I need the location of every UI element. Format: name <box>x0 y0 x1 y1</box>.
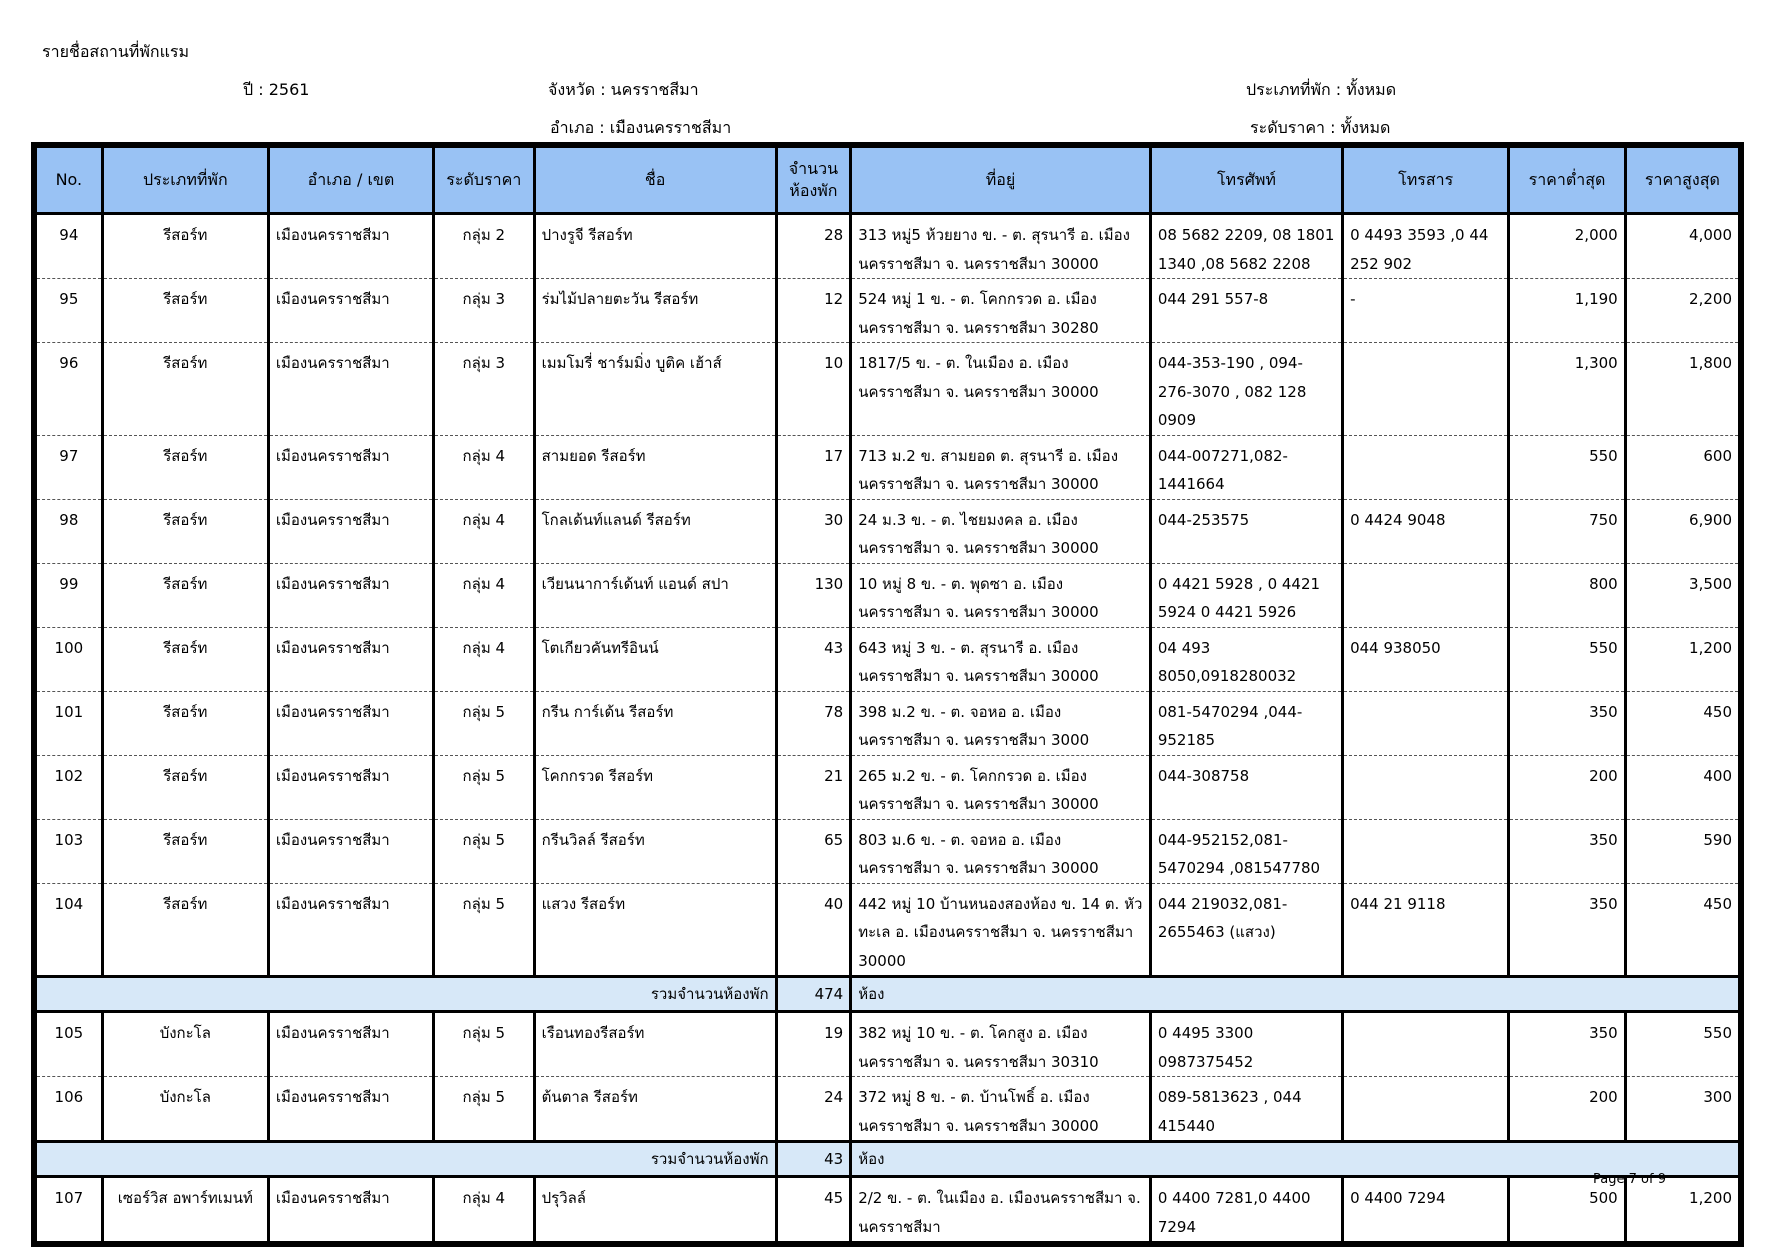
filter-district: อำเภอ : เมืองนครราชสีมา <box>550 118 732 137</box>
cell-phone: 044-007271,082-1441664 <box>1150 435 1342 499</box>
cell-price-level: กลุ่ม 4 <box>433 627 534 691</box>
cell-fax: - <box>1343 279 1509 343</box>
cell-rooms: 21 <box>776 755 851 819</box>
cell-fax <box>1343 1077 1509 1142</box>
cell-min-price: 350 <box>1509 691 1625 755</box>
cell-fax <box>1343 691 1509 755</box>
col-header-district: อำเภอ / เขต <box>268 147 433 214</box>
cell-name: โกลเด้นท์แลนด์ รีสอร์ท <box>534 499 776 563</box>
subtotal-row <box>36 1142 1740 1177</box>
cell-phone: 044 219032,081-2655463 (แสวง) <box>1150 883 1342 977</box>
cell-type: รีสอร์ท <box>102 279 268 343</box>
cell-district: เมืองนครราชสีมา <box>268 755 433 819</box>
cell-min-price: 800 <box>1509 563 1625 627</box>
cell-fax <box>1343 343 1509 436</box>
table-row <box>36 279 1740 343</box>
cell-name: ปรุวิลล์ <box>534 1177 776 1243</box>
cell-max-price: 4,000 <box>1625 214 1739 279</box>
cell-max-price: 450 <box>1625 883 1739 977</box>
cell-district: เมืองนครราชสีมา <box>268 279 433 343</box>
cell-no: 104 <box>36 883 103 977</box>
cell-rooms: 45 <box>776 1177 851 1243</box>
cell-address: 24 ม.3 ข. - ต. ไชยมงคล อ. เมืองนครราชสีมา จ. นครราชสีมา 30000 <box>851 499 1151 563</box>
cell-address: 10 หมู่ 8 ข. - ต. พุดซา อ. เมืองนครราชสีมา จ. นครราชสีมา 30000 <box>851 563 1151 627</box>
cell-rooms: 40 <box>776 883 851 977</box>
cell-max-price: 1,800 <box>1625 343 1739 436</box>
cell-fax: 044 938050 <box>1343 627 1509 691</box>
cell-address: 803 ม.6 ข. - ต. จอหอ อ. เมืองนครราชสีมา จ. นครราชสีมา 30000 <box>851 819 1151 883</box>
cell-rooms: 19 <box>776 1012 851 1077</box>
cell-min-price: 1,300 <box>1509 343 1625 436</box>
subtotal-label: รวมจำนวนห้องพัก <box>36 1142 777 1177</box>
cell-phone: 044-353-190 , 094-276-3070 , 082 128 0909 <box>1150 343 1342 436</box>
cell-district: เมืองนครราชสีมา <box>268 627 433 691</box>
table-row <box>36 627 1740 691</box>
cell-type: รีสอร์ท <box>102 691 268 755</box>
cell-min-price: 200 <box>1509 1077 1625 1142</box>
cell-type: รีสอร์ท <box>102 214 268 279</box>
cell-price-level: กลุ่ม 4 <box>433 1177 534 1243</box>
cell-no: 101 <box>36 691 103 755</box>
table-row <box>36 214 1740 279</box>
cell-fax <box>1343 435 1509 499</box>
cell-address: 713 ม.2 ข. สามยอด ต. สุรนารี อ. เมืองนครราชสีมา จ. นครราชสีมา 30000 <box>851 435 1151 499</box>
cell-price-level: กลุ่ม 5 <box>433 755 534 819</box>
cell-no: 95 <box>36 279 103 343</box>
cell-district: เมืองนครราชสีมา <box>268 819 433 883</box>
cell-district: เมืองนครราชสีมา <box>268 1077 433 1142</box>
cell-rooms: 78 <box>776 691 851 755</box>
cell-fax <box>1343 819 1509 883</box>
cell-max-price: 300 <box>1625 1077 1739 1142</box>
cell-district: เมืองนครราชสีมา <box>268 499 433 563</box>
filter-province: จังหวัด : นครราชสีมา <box>548 80 699 99</box>
table-row <box>36 691 1740 755</box>
subtotal-label: รวมจำนวนห้องพัก <box>36 977 777 1012</box>
cell-price-level: กลุ่ม 5 <box>433 819 534 883</box>
cell-no: 97 <box>36 435 103 499</box>
cell-name: ร่มไม้ปลายตะวัน รีสอร์ท <box>534 279 776 343</box>
subtotal-unit: ห้อง <box>851 1142 1740 1177</box>
cell-address: 524 หมู่ 1 ข. - ต. โคกกรวด อ. เมืองนครราชสีมา จ. นครราชสีมา 30280 <box>851 279 1151 343</box>
cell-fax: 0 4424 9048 <box>1343 499 1509 563</box>
cell-name: โคกกรวด รีสอร์ท <box>534 755 776 819</box>
cell-district: เมืองนครราชสีมา <box>268 883 433 977</box>
cell-name: ปางรูจี รีสอร์ท <box>534 214 776 279</box>
cell-min-price: 350 <box>1509 1012 1625 1077</box>
col-header-rooms: จำนวน ห้องพัก <box>776 147 851 214</box>
cell-price-level: กลุ่ม 3 <box>433 343 534 436</box>
cell-rooms: 28 <box>776 214 851 279</box>
cell-max-price: 2,200 <box>1625 279 1739 343</box>
cell-address: 2/2 ข. - ต. ในเมือง อ. เมืองนครราชสีมา จ. นครราชสีมา <box>851 1177 1151 1243</box>
cell-max-price: 1,200 <box>1625 627 1739 691</box>
cell-no: 98 <box>36 499 103 563</box>
cell-phone: 08 5682 2209, 08 1801 1340 ,08 5682 2208 <box>1150 214 1342 279</box>
table-row <box>36 1177 1740 1243</box>
cell-phone: 04 493 8050,0918280032 <box>1150 627 1342 691</box>
table-row <box>36 563 1740 627</box>
table-row <box>36 755 1740 819</box>
cell-name: ต้นตาล รีสอร์ท <box>534 1077 776 1142</box>
cell-name: กรีน การ์เด้น รีสอร์ท <box>534 691 776 755</box>
cell-district: เมืองนครราชสีมา <box>268 691 433 755</box>
cell-rooms: 30 <box>776 499 851 563</box>
cell-type: รีสอร์ท <box>102 883 268 977</box>
cell-max-price: 450 <box>1625 691 1739 755</box>
cell-address: 265 ม.2 ข. - ต. โคกกรวด อ. เมืองนครราชสีมา จ. นครราชสีมา 30000 <box>851 755 1151 819</box>
table-row <box>36 883 1740 977</box>
filter-price-level: ระดับราคา : ทั้งหมด <box>1250 118 1391 137</box>
subtotal-row <box>36 977 1740 1012</box>
cell-min-price: 550 <box>1509 627 1625 691</box>
cell-type: บังกะโล <box>102 1077 268 1142</box>
cell-price-level: กลุ่ม 5 <box>433 1077 534 1142</box>
cell-district: เมืองนครราชสีมา <box>268 1177 433 1243</box>
col-header-address: ที่อยู่ <box>851 147 1151 214</box>
cell-phone: 0 4495 3300 0987375452 <box>1150 1012 1342 1077</box>
cell-address: 398 ม.2 ข. - ต. จอหอ อ. เมืองนครราชสีมา จ. นครราชสีมา 3000 <box>851 691 1151 755</box>
cell-fax <box>1343 563 1509 627</box>
cell-price-level: กลุ่ม 4 <box>433 435 534 499</box>
cell-fax: 0 4493 3593 ,0 44 252 902 <box>1343 214 1509 279</box>
cell-no: 94 <box>36 214 103 279</box>
table-row <box>36 343 1740 436</box>
cell-phone: 089-5813623 , 044 415440 <box>1150 1077 1342 1142</box>
cell-min-price: 350 <box>1509 883 1625 977</box>
cell-min-price: 750 <box>1509 499 1625 563</box>
cell-no: 102 <box>36 755 103 819</box>
cell-address: 372 หมู่ 8 ข. - ต. บ้านโพธิ์ อ. เมืองนครราชสีมา จ. นครราชสีมา 30000 <box>851 1077 1151 1142</box>
cell-min-price: 500 <box>1509 1177 1625 1243</box>
cell-address: 442 หมู่ 10 บ้านหนองสองห้อง ข. 14 ต. หัวทะเล อ. เมืองนครราชสีมา จ. นครราชสีมา 30000 <box>851 883 1151 977</box>
cell-no: 99 <box>36 563 103 627</box>
cell-name: แสวง รีสอร์ท <box>534 883 776 977</box>
cell-price-level: กลุ่ม 4 <box>433 499 534 563</box>
cell-type: รีสอร์ท <box>102 343 268 436</box>
col-header-fax: โทรสาร <box>1343 147 1509 214</box>
cell-price-level: กลุ่ม 5 <box>433 691 534 755</box>
cell-fax: 0 4400 7294 <box>1343 1177 1509 1243</box>
report-title: รายชื่อสถานที่พักแรม <box>42 42 190 61</box>
subtotal-rooms: 474 <box>776 977 851 1012</box>
cell-no: 96 <box>36 343 103 436</box>
cell-name: เรือนทองรีสอร์ท <box>534 1012 776 1077</box>
cell-no: 106 <box>36 1077 103 1142</box>
cell-price-level: กลุ่ม 5 <box>433 1012 534 1077</box>
cell-phone: 044-253575 <box>1150 499 1342 563</box>
cell-rooms: 43 <box>776 627 851 691</box>
table-row <box>36 1077 1740 1142</box>
cell-no: 100 <box>36 627 103 691</box>
cell-name: โตเกียวคันทรีอินน์ <box>534 627 776 691</box>
filter-year: ปี : 2561 <box>243 80 310 99</box>
col-header-no: No. <box>36 147 103 214</box>
cell-max-price: 6,900 <box>1625 499 1739 563</box>
page-number: Page 7 of 9 <box>1593 1172 1666 1187</box>
table-header-row <box>36 147 1740 214</box>
cell-fax: 044 21 9118 <box>1343 883 1509 977</box>
cell-type: รีสอร์ท <box>102 499 268 563</box>
cell-name: เวียนนาการ์เด้นท์ แอนด์ สปา <box>534 563 776 627</box>
subtotal-unit: ห้อง <box>851 977 1740 1012</box>
cell-max-price: 590 <box>1625 819 1739 883</box>
table-row <box>36 819 1740 883</box>
cell-max-price: 600 <box>1625 435 1739 499</box>
cell-district: เมืองนครราชสีมา <box>268 343 433 436</box>
cell-max-price: 400 <box>1625 755 1739 819</box>
cell-max-price: 3,500 <box>1625 563 1739 627</box>
accommodation-table <box>31 142 1744 1247</box>
table-row <box>36 499 1740 563</box>
cell-address: 643 หมู่ 3 ข. - ต. สุรนารี อ. เมืองนครราชสีมา จ. นครราชสีมา 30000 <box>851 627 1151 691</box>
cell-min-price: 2,000 <box>1509 214 1625 279</box>
cell-name: กรีนวิลล์ รีสอร์ท <box>534 819 776 883</box>
col-header-phone: โทรศัพท์ <box>1150 147 1342 214</box>
cell-type: รีสอร์ท <box>102 563 268 627</box>
cell-fax <box>1343 755 1509 819</box>
cell-district: เมืองนครราชสีมา <box>268 214 433 279</box>
cell-rooms: 24 <box>776 1077 851 1142</box>
cell-type: รีสอร์ท <box>102 627 268 691</box>
col-header-name: ชื่อ <box>534 147 776 214</box>
cell-phone: 044-952152,081-5470294 ,081547780 <box>1150 819 1342 883</box>
cell-fax <box>1343 1012 1509 1077</box>
cell-min-price: 1,190 <box>1509 279 1625 343</box>
cell-min-price: 350 <box>1509 819 1625 883</box>
cell-type: รีสอร์ท <box>102 755 268 819</box>
cell-address: 1817/5 ข. - ต. ในเมือง อ. เมืองนครราชสีมา จ. นครราชสีมา 30000 <box>851 343 1151 436</box>
cell-no: 107 <box>36 1177 103 1243</box>
col-header-max-price: ราคาสูงสุด <box>1625 147 1739 214</box>
cell-price-level: กลุ่ม 3 <box>433 279 534 343</box>
cell-rooms: 12 <box>776 279 851 343</box>
cell-district: เมืองนครราชสีมา <box>268 1012 433 1077</box>
subtotal-rooms: 43 <box>776 1142 851 1177</box>
cell-no: 103 <box>36 819 103 883</box>
cell-rooms: 10 <box>776 343 851 436</box>
filter-accommodation-type: ประเภทที่พัก : ทั้งหมด <box>1246 80 1397 99</box>
cell-phone: 0 4400 7281,0 4400 7294 <box>1150 1177 1342 1243</box>
cell-name: สามยอด รีสอร์ท <box>534 435 776 499</box>
cell-type: รีสอร์ท <box>102 435 268 499</box>
cell-rooms: 17 <box>776 435 851 499</box>
cell-min-price: 550 <box>1509 435 1625 499</box>
cell-phone: 081-5470294 ,044-952185 <box>1150 691 1342 755</box>
col-header-price-level: ระดับราคา <box>433 147 534 214</box>
cell-type: บังกะโล <box>102 1012 268 1077</box>
col-header-type: ประเภทที่พัก <box>102 147 268 214</box>
cell-min-price: 200 <box>1509 755 1625 819</box>
cell-name: เมมโมรี่ ชาร์มมิ่ง บูติค เฮ้าส์ <box>534 343 776 436</box>
cell-phone: 044 291 557-8 <box>1150 279 1342 343</box>
cell-type: รีสอร์ท <box>102 819 268 883</box>
cell-rooms: 130 <box>776 563 851 627</box>
cell-type: เซอร์วิส อพาร์ทเมนท์ <box>102 1177 268 1243</box>
cell-price-level: กลุ่ม 2 <box>433 214 534 279</box>
cell-district: เมืองนครราชสีมา <box>268 435 433 499</box>
cell-price-level: กลุ่ม 5 <box>433 883 534 977</box>
cell-no: 105 <box>36 1012 103 1077</box>
cell-rooms: 65 <box>776 819 851 883</box>
cell-address: 382 หมู่ 10 ข. - ต. โคกสูง อ. เมืองนครราชสีมา จ. นครราชสีมา 30310 <box>851 1012 1151 1077</box>
table-row <box>36 1012 1740 1077</box>
cell-phone: 044-308758 <box>1150 755 1342 819</box>
cell-max-price: 1,200 <box>1625 1177 1739 1243</box>
cell-phone: 0 4421 5928 , 0 4421 5924 0 4421 5926 <box>1150 563 1342 627</box>
table-row <box>36 435 1740 499</box>
cell-district: เมืองนครราชสีมา <box>268 563 433 627</box>
cell-address: 313 หมู่5 ห้วยยาง ข. - ต. สุรนารี อ. เมืองนครราชสีมา จ. นครราชสีมา 30000 <box>851 214 1151 279</box>
col-header-min-price: ราคาต่ำสุด <box>1509 147 1625 214</box>
cell-price-level: กลุ่ม 4 <box>433 563 534 627</box>
cell-max-price: 550 <box>1625 1012 1739 1077</box>
